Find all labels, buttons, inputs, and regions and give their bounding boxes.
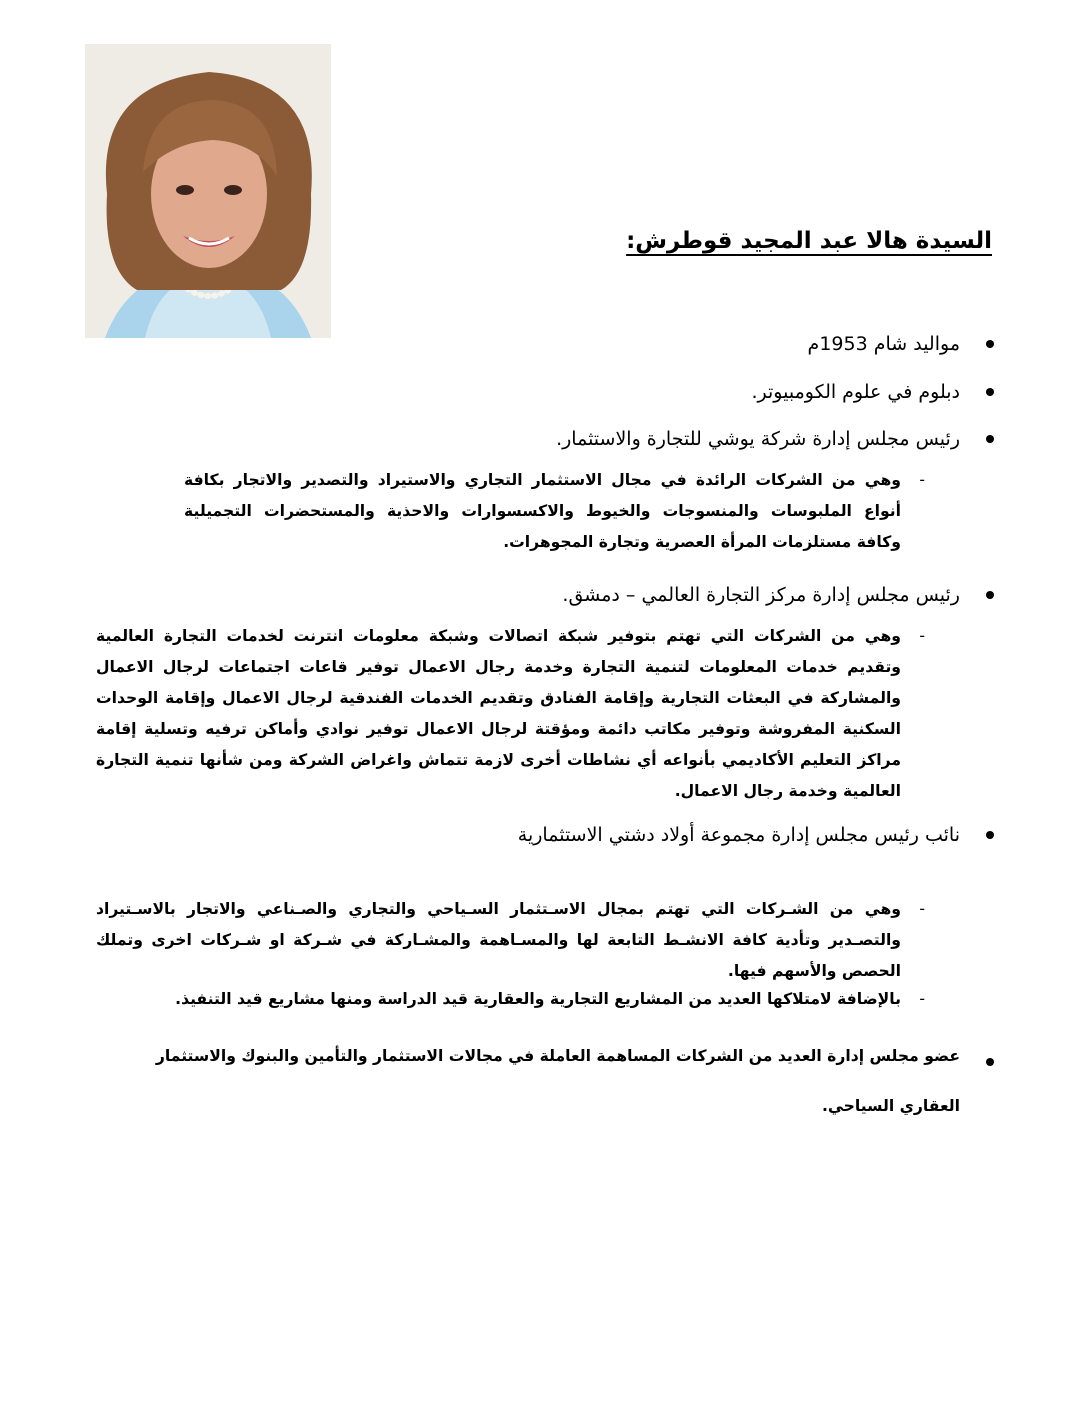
- bullet-board-member: [96, 1046, 960, 1118]
- yoshi-description: وهي من الشركات الرائدة في مجال الاستثمار التجاري والاستيراد والتصدير والاتجار بكافة أنواع الملبوسات والمنسوجات والخيوط والاكسسوارات والاحذية والمستحضرات التجميلية وكافة مستلزمات المرأة العصرية وتجارة المجوهرات. -: [184, 465, 901, 558]
- bullet-yoshi-chairman: رئيس مجلس إدارة شركة يوشي للتجارة والاستثمار.: [556, 426, 960, 453]
- board-member-line-2: العقاري السياحي.: [821, 1096, 960, 1115]
- bullet-diploma: دبلوم في علوم الكومبيوتر.: [751, 379, 960, 406]
- board-member-line-1: عضو مجلس إدارة العديد من الشركات المساهمة العاملة في مجالات الاستثمار والتأمين والبنوك والاستثمار: [155, 1047, 960, 1065]
- person-name-title: السيدة هالا عبد المجيد قوطرش:: [626, 228, 992, 254]
- wtc-description: وهي من الشركات التي تهتم بتوفير شبكة اتصالات وشبكة معلومات انترنت لخدمات التجارة العالمية وتقديم خدمات المعلومات لتنمية التجارة وخدمة رجال الاعمال توفير قاعات اجتماعات لرجال الاعمال والمشاركة في البعثات التجارية وإقامة الفنادق وتقديم الخدمات الفندقية لرجال الاعمال وإقامة الوحدات السكنية المفروشة وتوفير مكاتب دائمة ومؤقتة لرجال الاعمال توفير نوادي وأماكن ترفيه وتسلية إقامة مراكز التعليم الأكاديمي بأنواعه أي نشاطات أخرى لازمة تتماش واغراض الشركة ومن شأنها تنمية التجارة العالمية وخدمة رجال الاعمال. -: [96, 621, 901, 807]
- dashti-projects: بالإضافة لامتلاكها العديد من المشاريع التجارية والعقارية قيد الدراسة ومنها مشاريع قيد التنفيذ. -: [175, 984, 901, 1015]
- portrait-illustration: [85, 44, 331, 338]
- bullet-birth: مواليد شام 1953م: [808, 331, 960, 358]
- bullet-wtc-chairman: رئيس مجلس إدارة مركز التجارة العالمي – دمشق.: [562, 582, 960, 609]
- portrait-photo: [85, 44, 331, 338]
- bullet-dashti-vice-chairman: نائب رئيس مجلس إدارة مجموعة أولاد دشتي الاستثمارية: [518, 822, 960, 849]
- dashti-description: وهي من الشـركات التي تهتم بمجال الاسـتثمار السـياحي والتجاري والصـناعي والاتجار بالاسـتيراد والتصـدير وتأدية كافة الانشـط التابعة لها والمسـاهمة والمشـاركة في شـركة او شـركات اخرى وتملك الحصص والأسهم فيها. -: [96, 894, 901, 987]
